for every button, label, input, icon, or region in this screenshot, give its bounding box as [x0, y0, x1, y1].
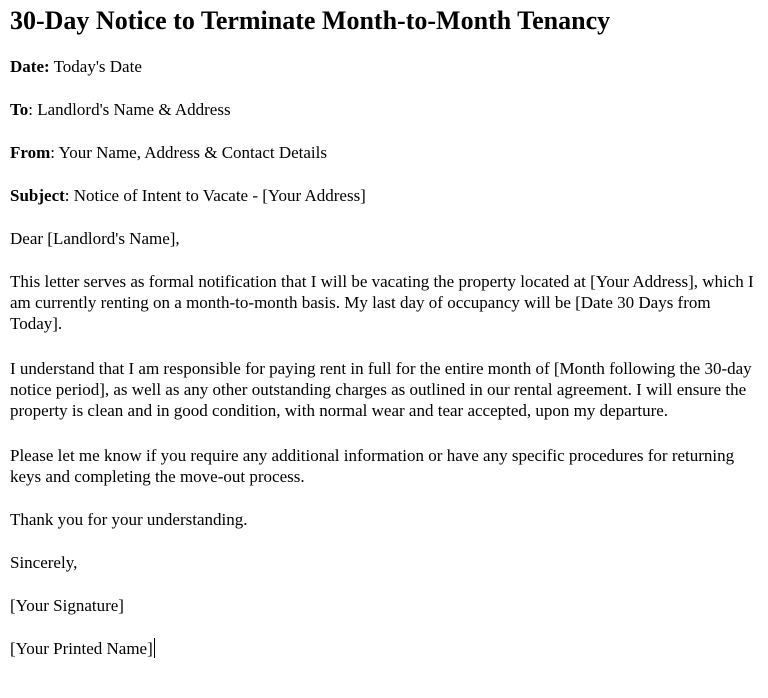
paragraph-procedures: Please let me know if you require any additional information or have any specific procedures for returning keys and completing the move-out process. [10, 446, 735, 486]
from-field [10, 142, 758, 163]
from-label: From [10, 143, 51, 162]
document-title: 30-Day Notice to Terminate Month-to-Month Tenancy [10, 6, 611, 35]
date-field [10, 56, 758, 77]
paragraph-thanks: Thank you for your understanding. [10, 510, 248, 529]
subject-field [10, 185, 758, 206]
date-label: Date: [10, 57, 50, 76]
printed-name: [Your Printed Name] [10, 639, 153, 658]
paragraph-vacating: This letter serves as formal notification that I will be vacating the property located at [Your Address], which I am currently renting on a month-to-month basis. My last day of occupancy will be [Date 30 Days from Today]. [10, 272, 754, 333]
to-field [10, 99, 758, 120]
to-label: To [10, 100, 29, 119]
text-cursor [154, 638, 155, 658]
signature-line: [Your Signature] [10, 596, 124, 615]
greeting: Dear [Landlord's Name], [10, 229, 180, 248]
date-value: Today's Date [49, 57, 142, 76]
printed-name-line [10, 638, 758, 659]
paragraph-rent: I understand that I am responsible for paying rent in full for the entire month of [Month following the 30-day notice period], as well as any other outstanding charges as outlined in our rental agreement. I will ensure the property is clean and in good condition, with normal wear and tear accepted, upon my departure. [10, 359, 752, 420]
from-value: : Your Name, Address & Contact Details [50, 143, 327, 162]
closing: Sincerely, [10, 553, 78, 572]
to-value: : Landlord's Name & Address [28, 100, 231, 119]
subject-value: : Notice of Intent to Vacate - [Your Address] [64, 186, 366, 205]
subject-label: Subject [10, 186, 65, 205]
